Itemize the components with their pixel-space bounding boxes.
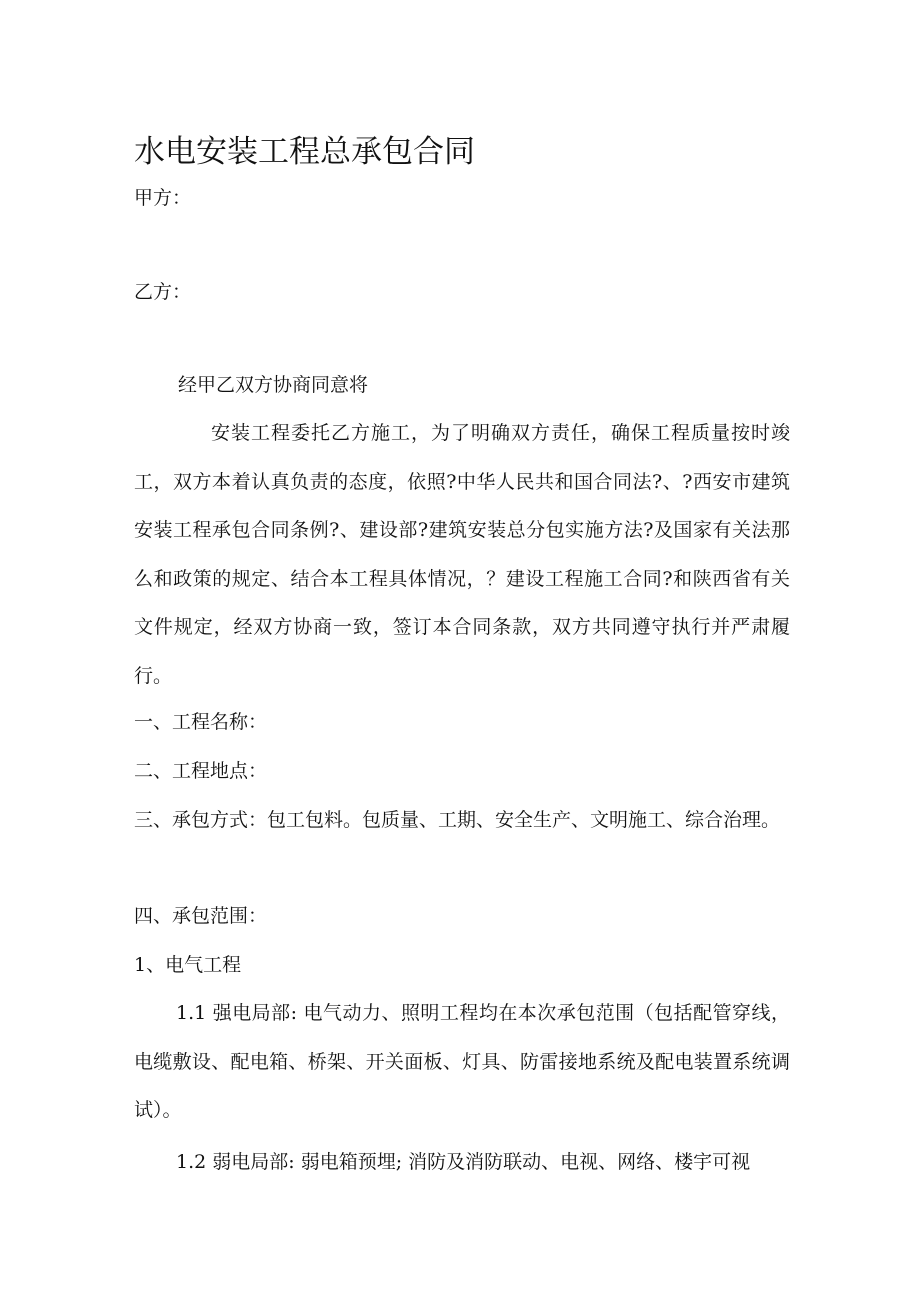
document-title: 水电安装工程总承包合同 [134,134,475,170]
item-weak-current-text: 1.2 弱电局部: 弱电箱预埋; 消防及消防联动、电视、网络、楼宇可视 [176,1151,751,1173]
party-a-label: 甲方： [134,187,192,209]
section-contract-method: 三、承包方式：包工包料。包质量、工期、安全生产、文明施工、综合治理。 [134,809,781,831]
preamble-paragraph [134,409,790,701]
item-weak-current [134,1138,790,1187]
item-strong-current-text: 1.1 强电局部: 电气动力、照明工程均在本次承包范围（包括配管穿线，电缆敷设、配电箱、桥架、开关面板、灯具、防雷接地系统及配电装置系统调试）。 [134,1002,790,1122]
item-electrical-works: 1、电气工程 [134,954,242,976]
section-project-name: 一、工程名称： [134,711,268,733]
preamble-line: 经甲乙双方协商同意将 [178,374,369,396]
party-b-label: 乙方： [134,281,192,303]
section-contract-scope: 四、承包范围： [134,905,268,927]
preamble-paragraph-text: 安装工程委托乙方施工，为了明确双方责任，确保工程质量按时竣工，双方本着认真负责的态度，依照?中华人民共和国合同法?、?西安市建筑安装工程承包合同条例?、建设部?建筑安装总分包实施方法?及国家有关法那么和政策的规定、结合本工程具体情况，？建设工程施工合同?和陕西省有关文件规定，经双方协商一致，签订本合同条款，双方共同遵守执行并严肃履行。 [134,422,790,687]
section-project-location: 二、工程地点： [134,760,268,782]
item-strong-current [134,989,790,1135]
